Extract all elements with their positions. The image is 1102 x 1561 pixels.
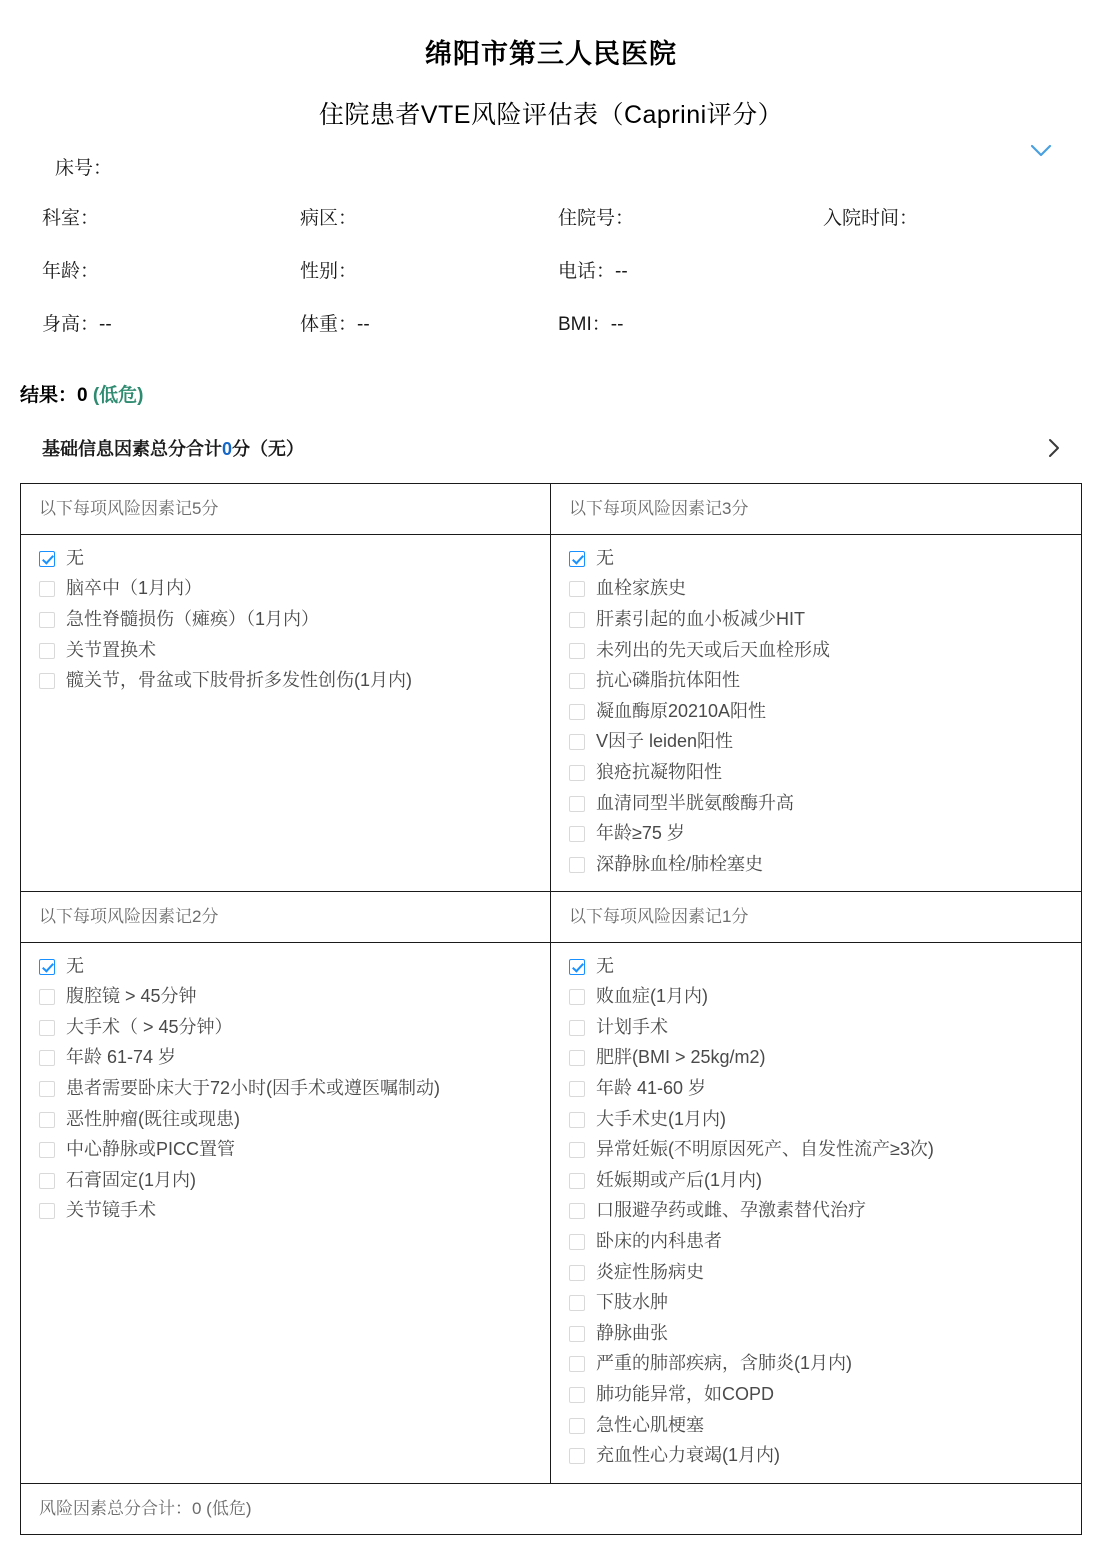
- checkbox-item[interactable]: [569, 823, 1081, 845]
- checkbox-unchecked-icon[interactable]: [39, 1203, 55, 1219]
- checkbox-item[interactable]: [39, 956, 550, 978]
- checkbox-unchecked-icon[interactable]: [569, 1112, 585, 1128]
- checkbox-unchecked-icon[interactable]: [569, 1356, 585, 1372]
- checkbox-item-label: 无: [66, 955, 84, 976]
- checkbox-item-label: V因子 leiden阳性: [596, 731, 734, 752]
- checkbox-item-label: 腹腔镜 > 45分钟: [66, 986, 197, 1007]
- section-score-3: [551, 484, 1081, 891]
- grid-row-top: [21, 484, 1081, 891]
- checkbox-item[interactable]: [569, 1017, 1081, 1039]
- section-items-score-5: [21, 535, 550, 885]
- checkbox-item[interactable]: [569, 1415, 1081, 1437]
- checkbox-item[interactable]: [39, 548, 550, 570]
- checkbox-unchecked-icon[interactable]: [39, 673, 55, 689]
- checkbox-checked-icon[interactable]: [569, 959, 585, 975]
- checkbox-item-label: 急性心肌梗塞: [596, 1414, 704, 1435]
- checkbox-item[interactable]: [39, 1109, 550, 1131]
- checkbox-checked-icon[interactable]: [39, 551, 55, 567]
- checkbox-unchecked-icon[interactable]: [39, 643, 55, 659]
- checkbox-unchecked-icon[interactable]: [569, 989, 585, 1005]
- checkbox-item[interactable]: [569, 1353, 1081, 1375]
- checkbox-unchecked-icon[interactable]: [569, 612, 585, 628]
- checkbox-item-label: 计划手术: [596, 1016, 668, 1037]
- checkbox-item[interactable]: [569, 670, 1081, 692]
- gender-label: 性别：: [300, 260, 358, 282]
- checkbox-unchecked-icon[interactable]: [569, 1448, 585, 1464]
- checkbox-item-label: 年龄 61-74 岁: [66, 1047, 177, 1068]
- checkbox-item-label: 中心静脉或PICC置管: [66, 1139, 236, 1160]
- checkbox-item[interactable]: [39, 1078, 550, 1100]
- checkbox-item[interactable]: [569, 1109, 1081, 1131]
- checkbox-item[interactable]: [39, 1047, 550, 1069]
- checkbox-item[interactable]: [39, 578, 550, 600]
- checkbox-unchecked-icon[interactable]: [39, 612, 55, 628]
- checkbox-item-label: 血清同型半胱氨酸酶升高: [596, 792, 794, 813]
- checkbox-item-label: 下肢水肿: [596, 1292, 668, 1313]
- checkbox-item-label: 血栓家族史: [596, 578, 686, 599]
- checkbox-item-label: 妊娠期或产后(1月内): [596, 1169, 762, 1190]
- section-items-score-1: [551, 943, 1081, 1483]
- checkbox-item[interactable]: [39, 1017, 550, 1039]
- checkbox-unchecked-icon[interactable]: [569, 581, 585, 597]
- hospital-name: 绵阳市第三人民医院: [425, 39, 677, 69]
- admission-time-label: 入院时间：: [823, 208, 919, 230]
- checkbox-item[interactable]: [569, 1445, 1081, 1467]
- checkbox-item-label: 狼疮抗凝物阳性: [596, 761, 722, 782]
- checkbox-unchecked-icon[interactable]: [569, 734, 585, 750]
- section-score-5: [21, 484, 551, 891]
- checkbox-unchecked-icon[interactable]: [569, 1418, 585, 1434]
- checkbox-item[interactable]: [39, 640, 550, 662]
- checkbox-item-label: 关节置换术: [66, 639, 156, 660]
- phone-label: 电话：--: [558, 260, 628, 282]
- checkbox-unchecked-icon[interactable]: [569, 1173, 585, 1189]
- ward-label: 病区：: [300, 208, 358, 230]
- checkbox-item[interactable]: [569, 1047, 1081, 1069]
- checkbox-item-label: 肥胖(BMI > 25kg/m2): [596, 1047, 766, 1068]
- checkbox-item[interactable]: [569, 956, 1081, 978]
- checkbox-item[interactable]: [569, 1200, 1081, 1222]
- checkbox-item-label: 年龄 41-60 岁: [596, 1078, 707, 1099]
- checkbox-item[interactable]: [569, 793, 1081, 815]
- checkbox-item[interactable]: [569, 1384, 1081, 1406]
- checkbox-item-label: 年龄≥75 岁: [596, 823, 685, 844]
- risk-factor-grid: [20, 483, 1082, 1482]
- result-line: [0, 367, 1102, 408]
- checkbox-unchecked-icon[interactable]: [39, 989, 55, 1005]
- checkbox-unchecked-icon[interactable]: [569, 1265, 585, 1281]
- checkbox-item-label: 石膏固定(1月内): [66, 1169, 196, 1190]
- checkbox-unchecked-icon[interactable]: [569, 1020, 585, 1036]
- checkbox-checked-icon[interactable]: [569, 551, 585, 567]
- section-score-1: [551, 891, 1081, 1482]
- checkbox-unchecked-icon[interactable]: [39, 1020, 55, 1036]
- checkbox-item[interactable]: [569, 1262, 1081, 1284]
- patient-row-2: [0, 261, 1102, 284]
- checkbox-item[interactable]: [39, 1200, 550, 1222]
- checkbox-item-label: 急性脊髓损伤（瘫痪）（1月内）: [66, 608, 320, 629]
- checkbox-item-label: 抗心磷脂抗体阳性: [596, 670, 740, 691]
- basic-info-summary-row[interactable]: [0, 407, 1102, 483]
- checkbox-item-label: 无: [596, 955, 614, 976]
- checkbox-item[interactable]: [569, 548, 1081, 570]
- chevron-down-icon[interactable]: [1030, 144, 1052, 158]
- checkbox-unchecked-icon[interactable]: [569, 1387, 585, 1403]
- checkbox-item[interactable]: [39, 1139, 550, 1161]
- checkbox-checked-icon[interactable]: [39, 959, 55, 975]
- basic-info-summary-text: [42, 435, 304, 461]
- checkbox-item[interactable]: [569, 609, 1081, 631]
- checkbox-item-label: 严重的肺部疾病，含肺炎(1月内): [596, 1353, 852, 1374]
- checkbox-item-label: 大手术史(1月内): [596, 1108, 726, 1129]
- bmi-label: BMI：--: [558, 313, 624, 335]
- bottom-spacer: [0, 1535, 1102, 1561]
- weight-label: 体重：--: [300, 313, 370, 335]
- patient-row-bed: [0, 158, 1102, 181]
- checkbox-unchecked-icon[interactable]: [569, 857, 585, 873]
- bed-number-label: 床号：: [55, 158, 113, 180]
- checkbox-item-label: 深静脉血栓/肺栓塞史: [596, 853, 764, 874]
- checkbox-item-label: 静脉曲张: [596, 1322, 668, 1343]
- checkbox-unchecked-icon[interactable]: [39, 1173, 55, 1189]
- section-header-score-3: 以下每项风险因素记3分: [551, 484, 1081, 534]
- age-label: 年龄：: [42, 260, 100, 282]
- risk-total-row: 风险因素总分合计：0 (低危): [20, 1483, 1082, 1535]
- basic-info-score: 0: [222, 439, 233, 460]
- checkbox-unchecked-icon[interactable]: [39, 1142, 55, 1158]
- checkbox-unchecked-icon[interactable]: [569, 1050, 585, 1066]
- checkbox-item-label: 无: [66, 547, 84, 568]
- checkbox-unchecked-icon[interactable]: [569, 826, 585, 842]
- checkbox-item[interactable]: [39, 609, 550, 631]
- checkbox-item-label: 卧床的内科患者: [596, 1231, 722, 1252]
- patient-row-3: [0, 314, 1102, 337]
- checkbox-item-label: 患者需要卧床大于72小时(因手术或遵医嘱制动): [66, 1078, 441, 1099]
- department-label: 科室：: [42, 208, 100, 230]
- result-risk-badge: (低危): [92, 384, 144, 406]
- checkbox-unchecked-icon[interactable]: [569, 1081, 585, 1097]
- basic-info-text-before: 基础信息因素总分合计: [42, 439, 222, 460]
- checkbox-unchecked-icon[interactable]: [39, 581, 55, 597]
- checkbox-item[interactable]: [39, 670, 550, 692]
- checkbox-unchecked-icon[interactable]: [39, 1050, 55, 1066]
- checkbox-item-label: 败血症(1月内): [596, 986, 708, 1007]
- checkbox-item[interactable]: [39, 1170, 550, 1192]
- checkbox-unchecked-icon[interactable]: [569, 1203, 585, 1219]
- patient-info-block: [0, 130, 1102, 336]
- checkbox-unchecked-icon[interactable]: [569, 1326, 585, 1342]
- chevron-right-icon[interactable]: [1046, 437, 1062, 459]
- checkbox-item-label: 口服避孕药或雌、孕激素替代治疗: [596, 1200, 866, 1221]
- checkbox-unchecked-icon[interactable]: [569, 1295, 585, 1311]
- section-score-2: [21, 891, 551, 1482]
- patient-row-1: [0, 208, 1102, 231]
- checkbox-item[interactable]: [569, 986, 1081, 1008]
- basic-info-text-after: 分（无）: [232, 439, 305, 460]
- checkbox-item[interactable]: [569, 1323, 1081, 1345]
- checkbox-item-label: 髋关节，骨盆或下肢骨折多发性创伤(1月内): [66, 670, 412, 691]
- checkbox-item[interactable]: [569, 1231, 1081, 1253]
- checkbox-item-label: 脑卒中（1月内）: [66, 578, 203, 599]
- checkbox-unchecked-icon[interactable]: [569, 1234, 585, 1250]
- checkbox-item[interactable]: [569, 762, 1081, 784]
- checkbox-unchecked-icon[interactable]: [39, 1112, 55, 1128]
- checkbox-item-label: 无: [596, 547, 614, 568]
- checkbox-item[interactable]: [569, 701, 1081, 723]
- checkbox-item-label: 恶性肿瘤(既往或现患): [66, 1108, 240, 1129]
- checkbox-unchecked-icon[interactable]: [39, 1081, 55, 1097]
- checkbox-unchecked-icon[interactable]: [569, 673, 585, 689]
- checkbox-unchecked-icon[interactable]: [569, 1142, 585, 1158]
- checkbox-item-label: 肺功能异常，如COPD: [596, 1384, 775, 1404]
- checkbox-item-label: 充血性心力衰竭(1月内): [596, 1445, 780, 1466]
- checkbox-item-label: 大手术（ > 45分钟）: [66, 1016, 233, 1037]
- checkbox-item[interactable]: [569, 731, 1081, 753]
- checkbox-item[interactable]: [569, 1139, 1081, 1161]
- checkbox-item-label: 异常妊娠(不明原因死产、自发性流产≥3次): [596, 1139, 934, 1160]
- section-items-score-3: [551, 535, 1081, 892]
- checkbox-unchecked-icon[interactable]: [569, 704, 585, 720]
- section-header-score-2: 以下每项风险因素记2分: [21, 891, 550, 942]
- checkbox-item-label: 未列出的先天或后天血栓形成: [596, 639, 830, 660]
- checkbox-item[interactable]: [569, 578, 1081, 600]
- checkbox-item[interactable]: [569, 1078, 1081, 1100]
- checkbox-unchecked-icon[interactable]: [569, 765, 585, 781]
- result-score: 结果：0: [20, 384, 93, 406]
- checkbox-item[interactable]: [569, 1170, 1081, 1192]
- section-header-score-1: 以下每项风险因素记1分: [551, 891, 1081, 942]
- checkbox-item[interactable]: [569, 854, 1081, 876]
- section-items-score-2: [21, 943, 550, 1463]
- checkbox-unchecked-icon[interactable]: [569, 796, 585, 812]
- checkbox-item-label: 凝血酶原20210A阳性: [596, 700, 767, 721]
- checkbox-item[interactable]: [569, 1292, 1081, 1314]
- checkbox-item-label: 炎症性肠病史: [596, 1261, 704, 1282]
- section-header-score-5: 以下每项风险因素记5分: [21, 484, 550, 534]
- checkbox-item-label: 肝素引起的血小板减少HIT: [596, 608, 805, 629]
- checkbox-item[interactable]: [39, 986, 550, 1008]
- admission-number-label: 住院号：: [558, 208, 635, 230]
- grid-row-bottom: [21, 891, 1081, 1482]
- checkbox-unchecked-icon[interactable]: [569, 643, 585, 659]
- height-label: 身高：--: [42, 313, 112, 335]
- checkbox-item[interactable]: [569, 640, 1081, 662]
- page-title: 住院患者VTE风险评估表（Caprini评分）: [318, 101, 784, 130]
- checkbox-item-label: 关节镜手术: [66, 1200, 156, 1221]
